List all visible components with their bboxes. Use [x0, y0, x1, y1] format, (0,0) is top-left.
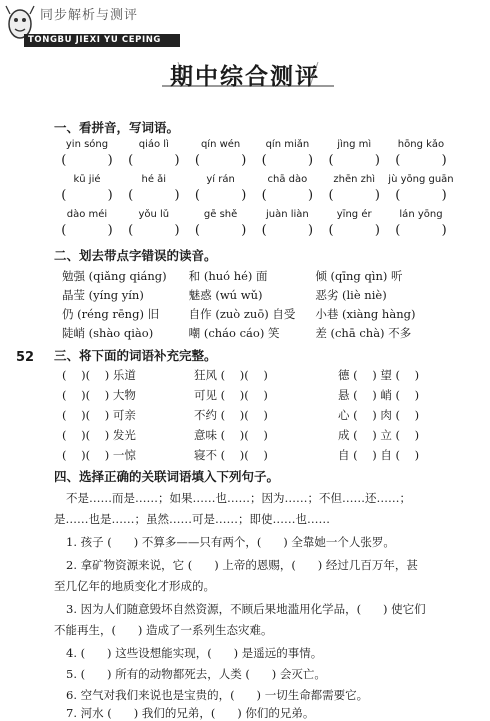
pronunciation-item[interactable]: 勉强 (qiǎng qiáng)	[62, 269, 167, 283]
answer-blank[interactable]: ( )	[128, 223, 180, 238]
idiom-item[interactable]: ( )( ) 一惊	[62, 448, 136, 462]
sentence-item[interactable]: 1. 孩子 ( ) 不算多——只有两个，( ) 全靠她一个人张罗。	[66, 535, 395, 549]
idiom-item[interactable]: 寝不 ( )( )	[194, 448, 268, 462]
answer-blank[interactable]: ( )	[194, 153, 247, 168]
idiom-row	[62, 427, 462, 443]
pinyin-row-1	[54, 139, 454, 150]
pronunciation-item[interactable]: 差 (chā chà) 不多	[315, 326, 412, 340]
pinyin-item: yin sóng	[65, 139, 109, 150]
answer-blank[interactable]: ( )	[194, 223, 247, 238]
pinyin-row-3	[54, 209, 454, 220]
pinyin-item: jù yōng guān	[388, 174, 454, 185]
idiom-item[interactable]: ( )( ) 乐道	[62, 368, 136, 382]
pronunciation-item[interactable]: 晶莹 (yíng yín)	[62, 288, 144, 302]
answer-blank[interactable]: ( )	[395, 153, 447, 168]
section-3-title: 三、将下面的词语补充完整。	[54, 348, 217, 363]
section-2-title: 二、划去带点字错误的读音。	[54, 248, 217, 263]
answer-blank[interactable]: ( )	[261, 223, 314, 238]
pronunciation-row	[62, 287, 442, 303]
pinyin-item: dào méi	[66, 209, 108, 220]
pinyin-row-2	[54, 174, 454, 185]
pronunciation-item[interactable]: 魅惑 (wú wǔ)	[188, 288, 263, 302]
pinyin-item: gē shě	[203, 209, 238, 220]
conjunction-options: 不是……而是……；如果……也……；因为……；不但……还……；	[66, 491, 411, 505]
pinyin-item: hōng kǎo	[397, 139, 445, 150]
series-title-en: TONGBU JIEXI YU CEPING	[24, 34, 180, 47]
idiom-item[interactable]: 不约 ( )( )	[194, 408, 268, 422]
pronunciation-item[interactable]: 自作 (zuò zuō) 自受	[188, 307, 296, 321]
pinyin-item: qín wén	[200, 139, 241, 150]
page-title: 期中综合测评	[170, 64, 320, 90]
pronunciation-item[interactable]: 陡峭 (shào qiào)	[62, 326, 154, 340]
series-title-cn: 同步解析与测评	[40, 8, 139, 23]
idiom-item[interactable]: 自 ( ) 自 ( )	[338, 448, 420, 462]
idiom-row	[62, 367, 462, 383]
idiom-item[interactable]: ( )( ) 可亲	[62, 408, 136, 422]
blank-row-2	[54, 188, 454, 203]
pinyin-item: kū jié	[73, 174, 101, 185]
idiom-row	[62, 387, 462, 403]
section-4-title: 四、选择正确的关联词语填入下列句子。	[54, 469, 280, 484]
idiom-row	[62, 407, 462, 423]
idiom-item[interactable]: 心 ( ) 肉 ( )	[338, 408, 420, 422]
conjunction-options: 是……也是……；虽然……可是……；即使……也……	[54, 512, 330, 526]
pinyin-item: juàn liàn	[265, 209, 309, 220]
pronunciation-item[interactable]: 嘲 (cháo cáo) 笑	[188, 326, 280, 340]
answer-blank[interactable]: ( )	[328, 188, 380, 203]
answer-blank[interactable]: ( )	[61, 153, 113, 168]
answer-blank[interactable]: ( )	[128, 188, 180, 203]
pinyin-item: yīng ér	[336, 209, 372, 220]
pronunciation-row	[62, 325, 442, 341]
pinyin-item: qiáo lì	[138, 139, 169, 150]
sentence-item[interactable]: 2. 拿矿物资源来说，它 ( ) 上帝的恩赐，( ) 经过几百万年，甚	[66, 558, 418, 572]
sentence-item[interactable]: 不能再生，( ) 造成了一系列生态灾难。	[54, 623, 273, 637]
section-1-title: 一、看拼音，写词语。	[54, 120, 180, 135]
answer-blank[interactable]: ( )	[261, 188, 314, 203]
pinyin-item: yí rán	[206, 174, 235, 185]
pronunciation-item[interactable]: 和 (huó hé) 面	[188, 269, 268, 283]
pronunciation-item[interactable]: 恶劣 (liè niè)	[315, 288, 387, 302]
sentence-item[interactable]: 6. 空气对我们来说也是宝贵的，( ) 一切生命都需要它。	[66, 688, 369, 702]
answer-blank[interactable]: ( )	[328, 153, 380, 168]
pinyin-item: zhēn zhì	[333, 174, 375, 185]
pronunciation-row	[62, 268, 442, 284]
pronunciation-item[interactable]: 倾 (qīng qìn) 听	[315, 269, 403, 283]
idiom-row	[62, 447, 462, 463]
idiom-item[interactable]: 意味 ( )( )	[194, 428, 268, 442]
idiom-item[interactable]: 悬 ( ) 峭 ( )	[338, 388, 420, 402]
pronunciation-row	[62, 306, 442, 322]
idiom-item[interactable]: 成 ( ) 立 ( )	[338, 428, 420, 442]
blank-row-1	[54, 153, 454, 168]
pinyin-item: jìng mì	[337, 139, 372, 150]
answer-blank[interactable]: ( )	[128, 153, 180, 168]
answer-blank[interactable]: ( )	[61, 188, 113, 203]
pinyin-item: yǒu lǔ	[138, 209, 170, 220]
sentence-item[interactable]: 7. 河水 ( ) 我们的兄弟，( ) 你们的兄弟。	[66, 706, 315, 720]
page-number: 52	[16, 350, 35, 365]
answer-blank[interactable]: ( )	[395, 223, 447, 238]
sentence-item[interactable]: 5. ( ) 所有的动物都死去，人类 ( ) 会灭亡。	[66, 667, 326, 681]
pinyin-item: chā dào	[267, 174, 308, 185]
sentence-item[interactable]: 4. ( ) 这些设想能实现，( ) 是遥远的事情。	[66, 646, 323, 660]
answer-blank[interactable]: ( )	[194, 188, 247, 203]
answer-blank[interactable]: ( )	[261, 153, 314, 168]
idiom-item[interactable]: 德 ( ) 望 ( )	[338, 368, 420, 382]
sentence-item[interactable]: 3. 因为人们随意毁坏自然资源，不顾后果地滥用化学品，( ) 使它们	[66, 602, 426, 616]
pinyin-item: qín miǎn	[265, 139, 310, 150]
answer-blank[interactable]: ( )	[61, 223, 113, 238]
answer-blank[interactable]: ( )	[395, 188, 447, 203]
idiom-item[interactable]: 可见 ( )( )	[194, 388, 268, 402]
idiom-item[interactable]: 狂风 ( )( )	[194, 368, 268, 382]
answer-blank[interactable]: ( )	[328, 223, 380, 238]
blank-row-3	[54, 223, 454, 238]
idiom-item[interactable]: ( )( ) 发光	[62, 428, 136, 442]
sentence-item: 至几亿年的地质变化才形成的。	[54, 579, 215, 593]
pinyin-item: lán yōng	[399, 209, 443, 220]
pinyin-item: hé ǎi	[141, 174, 167, 185]
pronunciation-item[interactable]: 仍 (réng rēng) 旧	[62, 307, 160, 321]
pronunciation-item[interactable]: 小巷 (xiàng hàng)	[315, 307, 416, 321]
idiom-item[interactable]: ( )( ) 大物	[62, 388, 136, 402]
